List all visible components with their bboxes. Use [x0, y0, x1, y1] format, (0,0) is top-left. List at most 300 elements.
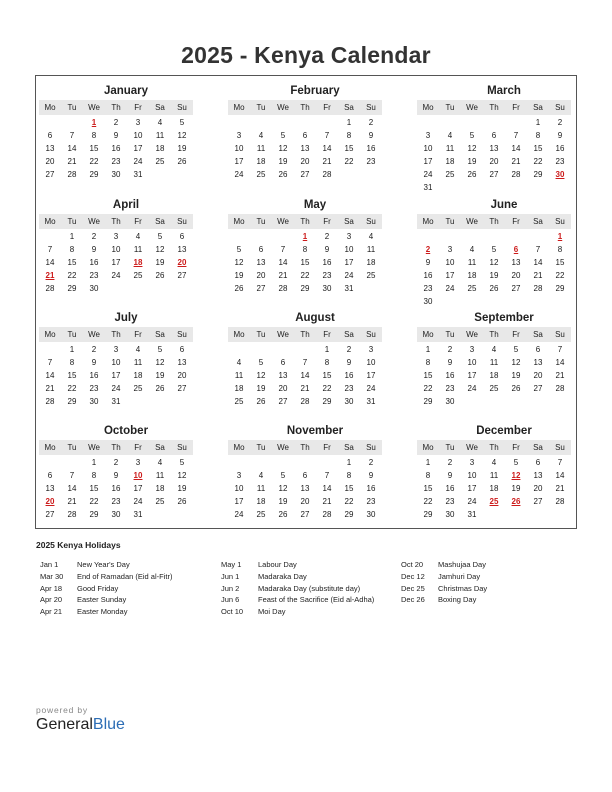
weekday-header	[228, 100, 382, 115]
empty-day-cell	[549, 508, 571, 521]
week-row	[417, 508, 571, 521]
week-row	[228, 256, 382, 269]
empty-day-cell	[549, 295, 571, 308]
day-cell: 27	[256, 284, 266, 293]
day-cell: 24	[467, 497, 477, 506]
week-row	[39, 155, 193, 168]
day-cell: 17	[366, 371, 376, 380]
week-row	[417, 129, 571, 142]
weekday-label: We	[277, 103, 289, 112]
day-cell: 23	[111, 157, 121, 166]
day-cell: 17	[445, 271, 455, 280]
day-cell: 1	[346, 118, 352, 127]
holiday-item	[221, 606, 374, 618]
day-cell: 15	[423, 484, 433, 493]
month-title: March	[487, 85, 521, 97]
weekday-label: Th	[111, 217, 121, 226]
weekday-header	[228, 327, 382, 342]
weeks-grid	[39, 116, 193, 181]
day-cell: 16	[445, 371, 455, 380]
day-cell: 27	[511, 284, 521, 293]
day-cell: 24	[423, 170, 433, 179]
day-cell: 9	[557, 131, 563, 140]
holiday-item	[221, 583, 374, 595]
day-cell: 21	[67, 157, 77, 166]
day-cell: 7	[302, 358, 308, 367]
day-cell: 13	[45, 144, 55, 153]
holiday-name: Jamhuri Day	[438, 571, 481, 581]
empty-day-cell	[360, 282, 382, 295]
weekday-label: We	[88, 443, 100, 452]
day-cell: 25	[234, 397, 244, 406]
day-cell: 20	[511, 271, 521, 280]
day-cell: 29	[67, 284, 77, 293]
day-cell: 4	[236, 358, 242, 367]
day-cell: 23	[111, 497, 121, 506]
day-cell: 27	[533, 497, 543, 506]
day-cell: 29	[300, 284, 310, 293]
holiday-item	[401, 559, 487, 571]
day-cell: 10	[111, 358, 121, 367]
week-row	[39, 256, 193, 269]
weekday-label: Sa	[533, 103, 543, 112]
weekday-label: We	[466, 330, 478, 339]
weekday-header	[228, 214, 382, 229]
day-cell: 11	[445, 144, 455, 153]
empty-day-cell	[228, 456, 250, 469]
day-cell: 8	[91, 131, 97, 140]
empty-day-cell	[527, 395, 549, 408]
weekday-label: Th	[300, 103, 310, 112]
day-cell: 3	[368, 345, 374, 354]
empty-day-cell	[439, 295, 461, 308]
day-cell: 11	[234, 371, 244, 380]
day-cell: 3	[113, 232, 119, 241]
empty-day-cell	[549, 395, 571, 408]
day-cell: 25	[256, 510, 266, 519]
week-row	[417, 295, 571, 308]
day-cell: 9	[425, 258, 431, 267]
day-cell: 25	[467, 284, 477, 293]
day-cell: 1	[69, 345, 75, 354]
day-cell: 12	[278, 144, 288, 153]
empty-day-cell	[527, 295, 549, 308]
day-cell: 13	[177, 358, 187, 367]
day-cell: 2	[447, 458, 453, 467]
day-cell: 19	[256, 384, 266, 393]
day-cell: 22	[533, 157, 543, 166]
week-row	[228, 356, 382, 369]
day-cell: 22	[344, 157, 354, 166]
empty-day-cell	[505, 230, 527, 243]
day-cell: 5	[258, 358, 264, 367]
day-cell: 3	[425, 131, 431, 140]
holiday-item	[40, 606, 172, 618]
holiday-date: Dec 25	[401, 583, 425, 593]
day-cell: 12	[177, 471, 187, 480]
weekday-header	[228, 440, 382, 455]
day-cell: 24	[133, 497, 143, 506]
empty-day-cell	[171, 168, 193, 181]
day-cell: 17	[234, 497, 244, 506]
day-cell: 21	[300, 384, 310, 393]
day-cell: 22	[67, 384, 77, 393]
weekday-label: Su	[555, 103, 565, 112]
day-cell: 29	[423, 397, 433, 406]
day-cell: 28	[555, 384, 565, 393]
day-cell: 7	[513, 131, 519, 140]
month-november	[228, 423, 382, 521]
day-cell: 6	[179, 232, 185, 241]
weekday-label: Su	[366, 217, 376, 226]
day-cell: 19	[155, 258, 165, 267]
day-cell: 2	[346, 345, 352, 354]
weekday-label: Tu	[256, 330, 266, 339]
day-cell: 2	[557, 118, 563, 127]
day-cell: 4	[469, 245, 475, 254]
holiday-item	[221, 571, 374, 583]
weeks-grid	[228, 116, 382, 181]
day-cell: 13	[177, 245, 187, 254]
day-cell: 10	[234, 484, 244, 493]
holiday-name: Mashujaa Day	[438, 560, 486, 569]
empty-day-cell	[505, 295, 527, 308]
day-cell: 20	[278, 384, 288, 393]
day-cell: 30	[111, 170, 121, 179]
week-row	[417, 369, 571, 382]
weekday-label: Tu	[67, 103, 77, 112]
week-row	[228, 508, 382, 521]
day-cell: 19	[177, 144, 187, 153]
empty-day-cell	[483, 395, 505, 408]
day-cell: 21	[45, 384, 55, 393]
holiday-name: Boxing Day	[438, 595, 477, 605]
weekday-label: Sa	[533, 443, 543, 452]
empty-day-cell	[39, 116, 61, 129]
month-august	[228, 310, 382, 408]
day-cell: 17	[111, 258, 121, 267]
day-cell: 28	[45, 284, 55, 293]
empty-day-cell	[417, 116, 439, 129]
empty-day-cell	[250, 343, 272, 356]
holiday-item	[221, 559, 374, 571]
day-cell: 26	[278, 510, 288, 519]
day-cell: 21	[533, 271, 543, 280]
week-row	[39, 456, 193, 469]
day-cell: 28	[511, 170, 521, 179]
day-cell: 18	[445, 157, 455, 166]
empty-day-cell	[505, 395, 527, 408]
day-cell: 25	[445, 170, 455, 179]
day-cell: 20	[300, 157, 310, 166]
empty-day-cell	[228, 343, 250, 356]
weeks-grid	[417, 456, 571, 521]
week-row	[417, 230, 571, 243]
day-cell: 11	[366, 245, 376, 254]
day-cell: 30	[322, 284, 332, 293]
month-april	[39, 197, 193, 295]
weekday-label: Su	[177, 217, 187, 226]
day-cell: 28	[67, 510, 77, 519]
day-cell: 12	[256, 371, 266, 380]
holiday-day-cell: 26	[511, 497, 521, 506]
week-row	[228, 382, 382, 395]
week-row	[228, 282, 382, 295]
holiday-date: Dec 12	[401, 571, 425, 581]
day-cell: 11	[133, 245, 143, 254]
day-cell: 20	[533, 371, 543, 380]
day-cell: 10	[133, 131, 143, 140]
weekday-label: We	[277, 217, 289, 226]
day-cell: 26	[278, 170, 288, 179]
empty-day-cell	[360, 168, 382, 181]
month-title: July	[114, 312, 138, 324]
week-row	[39, 243, 193, 256]
week-row	[417, 382, 571, 395]
weeks-grid	[228, 343, 382, 408]
day-cell: 22	[67, 271, 77, 280]
empty-day-cell	[417, 230, 439, 243]
month-title: August	[295, 312, 335, 324]
week-row	[417, 282, 571, 295]
holiday-name: Feast of the Sacrifice (Eid al-Adha)	[258, 595, 375, 605]
day-cell: 9	[91, 245, 97, 254]
empty-day-cell	[439, 116, 461, 129]
day-cell: 26	[489, 284, 499, 293]
holiday-name: Labour Day	[258, 560, 297, 569]
day-cell: 25	[489, 384, 499, 393]
week-row	[228, 395, 382, 408]
holiday-date: Mar 30	[40, 571, 64, 581]
day-cell: 8	[346, 131, 352, 140]
day-cell: 15	[67, 258, 77, 267]
week-row	[228, 142, 382, 155]
weekday-label: Mo	[422, 443, 434, 452]
month-title: April	[112, 199, 140, 211]
month-title: November	[286, 425, 344, 437]
day-cell: 6	[535, 458, 541, 467]
weeks-grid	[417, 116, 571, 194]
day-cell: 24	[366, 384, 376, 393]
week-row	[417, 395, 571, 408]
weekday-label: Th	[489, 103, 499, 112]
holiday-day-cell: 6	[513, 245, 519, 254]
weekday-label: Mo	[233, 217, 245, 226]
day-cell: 12	[467, 144, 477, 153]
day-cell: 18	[467, 271, 477, 280]
week-row	[228, 495, 382, 508]
day-cell: 9	[368, 471, 374, 480]
day-cell: 22	[322, 384, 332, 393]
empty-day-cell	[149, 395, 171, 408]
week-row	[39, 116, 193, 129]
empty-day-cell	[39, 230, 61, 243]
day-cell: 10	[234, 144, 244, 153]
week-row	[228, 116, 382, 129]
weeks-grid	[39, 456, 193, 521]
empty-day-cell	[439, 230, 461, 243]
day-cell: 24	[234, 170, 244, 179]
day-cell: 23	[366, 497, 376, 506]
month-september	[417, 310, 571, 408]
day-cell: 2	[113, 118, 119, 127]
weekday-label: We	[88, 103, 100, 112]
day-cell: 11	[467, 258, 477, 267]
day-cell: 30	[89, 397, 99, 406]
empty-day-cell	[316, 116, 338, 129]
day-cell: 29	[423, 510, 433, 519]
week-row	[39, 356, 193, 369]
weekday-label: Fr	[512, 103, 520, 112]
week-row	[228, 168, 382, 181]
day-cell: 12	[234, 258, 244, 267]
day-cell: 13	[256, 258, 266, 267]
day-cell: 15	[555, 258, 565, 267]
day-cell: 9	[447, 358, 453, 367]
day-cell: 18	[234, 384, 244, 393]
day-cell: 6	[179, 345, 185, 354]
day-cell: 11	[155, 471, 165, 480]
week-row	[39, 369, 193, 382]
day-cell: 2	[91, 232, 97, 241]
day-cell: 17	[133, 144, 143, 153]
day-cell: 7	[557, 345, 563, 354]
weekday-label: Tu	[445, 443, 455, 452]
day-cell: 28	[322, 170, 332, 179]
empty-day-cell	[149, 168, 171, 181]
day-cell: 29	[67, 397, 77, 406]
day-cell: 22	[423, 384, 433, 393]
day-cell: 18	[366, 258, 376, 267]
day-cell: 5	[513, 345, 519, 354]
day-cell: 29	[533, 170, 543, 179]
day-cell: 7	[69, 131, 75, 140]
day-cell: 29	[555, 284, 565, 293]
empty-day-cell	[483, 508, 505, 521]
empty-day-cell	[228, 116, 250, 129]
day-cell: 15	[344, 144, 354, 153]
day-cell: 10	[111, 245, 121, 254]
weekday-label: Fr	[323, 443, 331, 452]
holiday-item	[401, 583, 487, 595]
day-cell: 4	[491, 458, 497, 467]
weekday-label: Tu	[445, 103, 455, 112]
empty-day-cell	[272, 343, 294, 356]
day-cell: 2	[113, 458, 119, 467]
holiday-date: Apr 18	[40, 583, 63, 593]
day-cell: 10	[467, 471, 477, 480]
day-cell: 15	[67, 371, 77, 380]
day-cell: 26	[155, 384, 165, 393]
holiday-day-cell: 1	[302, 232, 308, 241]
day-cell: 29	[89, 170, 99, 179]
day-cell: 10	[423, 144, 433, 153]
day-cell: 4	[258, 471, 264, 480]
empty-day-cell	[127, 282, 149, 295]
day-cell: 21	[322, 497, 332, 506]
day-cell: 14	[322, 484, 332, 493]
empty-day-cell	[527, 230, 549, 243]
day-cell: 28	[67, 170, 77, 179]
day-cell: 15	[423, 371, 433, 380]
day-cell: 16	[322, 258, 332, 267]
empty-day-cell	[294, 116, 316, 129]
day-cell: 14	[511, 144, 521, 153]
month-title: June	[490, 199, 518, 211]
week-row	[39, 508, 193, 521]
day-cell: 19	[278, 497, 288, 506]
weekday-label: Su	[366, 443, 376, 452]
day-cell: 14	[555, 471, 565, 480]
month-march	[417, 83, 571, 194]
day-cell: 31	[344, 284, 354, 293]
empty-day-cell	[527, 181, 549, 194]
weekday-label: Su	[366, 330, 376, 339]
day-cell: 21	[278, 271, 288, 280]
brand[interactable]	[36, 705, 125, 734]
weekday-label: We	[88, 217, 100, 226]
weekday-label: Tu	[67, 217, 77, 226]
empty-day-cell	[461, 395, 483, 408]
day-cell: 9	[324, 245, 330, 254]
empty-day-cell	[250, 230, 272, 243]
holiday-day-cell: 30	[555, 170, 565, 179]
weekday-header	[417, 440, 571, 455]
day-cell: 15	[322, 371, 332, 380]
day-cell: 19	[278, 157, 288, 166]
weekday-label: We	[466, 443, 478, 452]
empty-day-cell	[272, 116, 294, 129]
day-cell: 6	[258, 245, 264, 254]
day-cell: 18	[489, 484, 499, 493]
day-cell: 30	[445, 397, 455, 406]
holiday-item	[40, 583, 172, 595]
day-cell: 8	[346, 471, 352, 480]
weekday-label: We	[277, 443, 289, 452]
weekday-header	[39, 327, 193, 342]
day-cell: 23	[555, 157, 565, 166]
holiday-day-cell: 2	[425, 245, 431, 254]
day-cell: 15	[300, 258, 310, 267]
day-cell: 31	[111, 397, 121, 406]
holiday-name: End of Ramadan (Eid al-Fitr)	[77, 571, 173, 581]
day-cell: 28	[322, 510, 332, 519]
day-cell: 16	[344, 371, 354, 380]
weekday-label: Sa	[533, 217, 543, 226]
empty-day-cell	[127, 395, 149, 408]
day-cell: 14	[300, 371, 310, 380]
weekday-label: Th	[489, 217, 499, 226]
weekday-label: Fr	[323, 330, 331, 339]
day-cell: 14	[555, 358, 565, 367]
empty-day-cell	[171, 282, 193, 295]
day-cell: 23	[89, 384, 99, 393]
day-cell: 23	[366, 157, 376, 166]
day-cell: 11	[489, 358, 499, 367]
day-cell: 6	[302, 471, 308, 480]
weekday-label: Sa	[533, 330, 543, 339]
day-cell: 30	[445, 510, 455, 519]
weekday-header	[417, 100, 571, 115]
day-cell: 3	[135, 118, 141, 127]
holiday-date: Dec 26	[401, 595, 425, 605]
day-cell: 1	[91, 458, 97, 467]
weekday-header	[39, 214, 193, 229]
weekday-label: Fr	[512, 330, 520, 339]
day-cell: 22	[423, 497, 433, 506]
day-cell: 7	[557, 458, 563, 467]
empty-day-cell	[338, 168, 360, 181]
